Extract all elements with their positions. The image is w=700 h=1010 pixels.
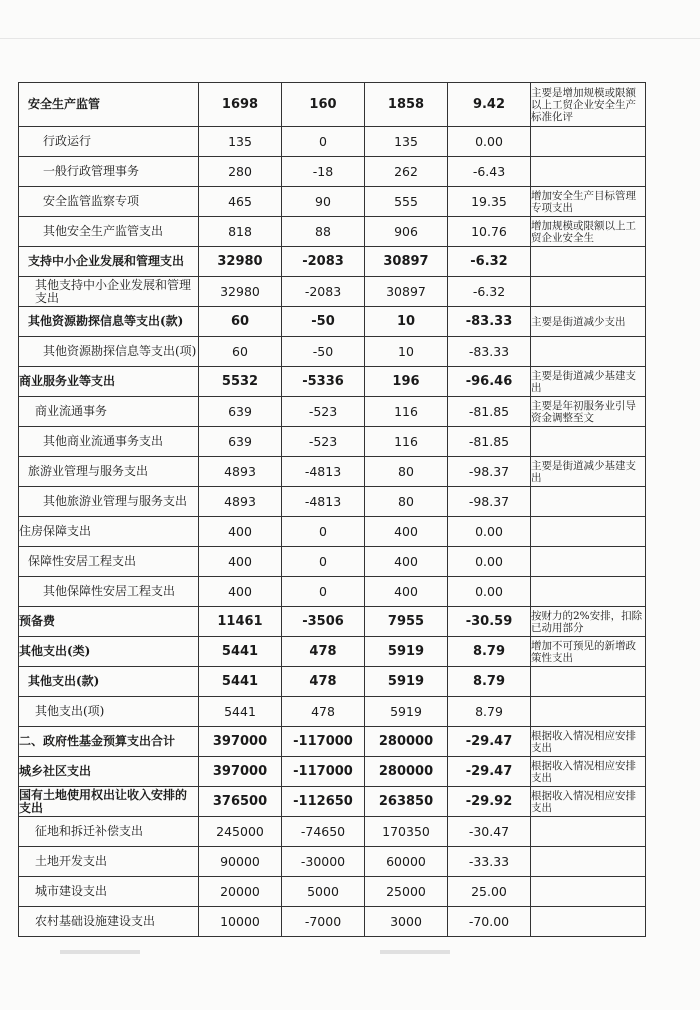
change-percent-cell: 0.00 [448, 127, 531, 157]
table-row [19, 277, 646, 307]
change-percent-cell: -30.47 [448, 817, 531, 847]
item-name-cell: 农村基础设施建设支出 [19, 907, 199, 937]
change-value-cell: -7000 [282, 907, 365, 937]
budget-value-cell: 400 [199, 547, 282, 577]
item-name-cell: 其他旅游业管理与服务支出 [19, 487, 199, 517]
change-value-cell: -5336 [282, 367, 365, 397]
item-name-cell: 其他支出(项) [19, 697, 199, 727]
item-name-cell: 其他资源勘探信息等支出(项) [19, 337, 199, 367]
change-value-cell: -3506 [282, 607, 365, 637]
scan-artifact-mark [60, 950, 140, 954]
change-value-cell: -50 [282, 307, 365, 337]
change-value-cell: -523 [282, 427, 365, 457]
table-row [19, 187, 646, 217]
change-value-cell: 0 [282, 127, 365, 157]
change-percent-cell: 0.00 [448, 517, 531, 547]
note-cell [531, 427, 646, 457]
change-value-cell: 88 [282, 217, 365, 247]
item-name-cell: 商业流通事务 [19, 397, 199, 427]
item-name-cell: 一般行政管理事务 [19, 157, 199, 187]
budget-value-cell: 280 [199, 157, 282, 187]
table-row [19, 337, 646, 367]
budget-value-cell: 10000 [199, 907, 282, 937]
budget-value-cell: 4893 [199, 487, 282, 517]
scan-artifact-line [0, 38, 700, 39]
change-percent-cell: 10.76 [448, 217, 531, 247]
adjusted-value-cell: 400 [365, 517, 448, 547]
change-value-cell: -117000 [282, 757, 365, 787]
change-percent-cell: -83.33 [448, 307, 531, 337]
note-cell [531, 487, 646, 517]
adjusted-value-cell: 10 [365, 337, 448, 367]
budget-table-body [19, 83, 646, 937]
note-cell [531, 667, 646, 697]
note-cell [531, 697, 646, 727]
change-value-cell: -4813 [282, 487, 365, 517]
change-value-cell: -2083 [282, 277, 365, 307]
note-cell: 根据收入情况相应安排支出 [531, 727, 646, 757]
table-row [19, 487, 646, 517]
change-percent-cell: 9.42 [448, 83, 531, 127]
table-row [19, 907, 646, 937]
change-percent-cell: 0.00 [448, 547, 531, 577]
item-name-cell: 城市建设支出 [19, 877, 199, 907]
change-value-cell: 0 [282, 577, 365, 607]
note-cell [531, 577, 646, 607]
change-value-cell: 478 [282, 667, 365, 697]
note-cell [531, 907, 646, 937]
scan-artifact-mark [380, 950, 450, 954]
adjusted-value-cell: 280000 [365, 757, 448, 787]
table-row [19, 307, 646, 337]
note-cell [531, 877, 646, 907]
budget-value-cell: 397000 [199, 727, 282, 757]
adjusted-value-cell: 555 [365, 187, 448, 217]
adjusted-value-cell: 196 [365, 367, 448, 397]
budget-value-cell: 818 [199, 217, 282, 247]
change-value-cell: 5000 [282, 877, 365, 907]
table-row [19, 817, 646, 847]
change-percent-cell: -70.00 [448, 907, 531, 937]
note-cell [531, 247, 646, 277]
adjusted-value-cell: 5919 [365, 697, 448, 727]
budget-value-cell: 245000 [199, 817, 282, 847]
adjusted-value-cell: 906 [365, 217, 448, 247]
note-cell [531, 277, 646, 307]
change-value-cell: 90 [282, 187, 365, 217]
note-cell: 主要是年初服务业引导资金调整至文 [531, 397, 646, 427]
change-percent-cell: -98.37 [448, 457, 531, 487]
budget-value-cell: 639 [199, 397, 282, 427]
budget-value-cell: 5532 [199, 367, 282, 397]
table-row [19, 607, 646, 637]
change-percent-cell: -29.47 [448, 727, 531, 757]
adjusted-value-cell: 30897 [365, 277, 448, 307]
adjusted-value-cell: 116 [365, 397, 448, 427]
item-name-cell: 行政运行 [19, 127, 199, 157]
table-row [19, 157, 646, 187]
table-row [19, 697, 646, 727]
table-row [19, 397, 646, 427]
budget-value-cell: 397000 [199, 757, 282, 787]
change-value-cell: -18 [282, 157, 365, 187]
item-name-cell: 支持中小企业发展和管理支出 [19, 247, 199, 277]
change-percent-cell: -29.47 [448, 757, 531, 787]
change-percent-cell: 19.35 [448, 187, 531, 217]
budget-value-cell: 5441 [199, 697, 282, 727]
adjusted-value-cell: 280000 [365, 727, 448, 757]
budget-value-cell: 135 [199, 127, 282, 157]
change-percent-cell: 8.79 [448, 637, 531, 667]
budget-value-cell: 32980 [199, 247, 282, 277]
item-name-cell: 其他安全生产监管支出 [19, 217, 199, 247]
table-row [19, 877, 646, 907]
item-name-cell: 其他资源勘探信息等支出(款) [19, 307, 199, 337]
adjusted-value-cell: 262 [365, 157, 448, 187]
table-row [19, 247, 646, 277]
change-percent-cell: -29.92 [448, 787, 531, 817]
table-row [19, 727, 646, 757]
adjusted-value-cell: 5919 [365, 667, 448, 697]
change-percent-cell: 25.00 [448, 877, 531, 907]
table-row [19, 547, 646, 577]
adjusted-value-cell: 80 [365, 487, 448, 517]
item-name-cell: 住房保障支出 [19, 517, 199, 547]
change-percent-cell: -6.32 [448, 277, 531, 307]
budget-value-cell: 11461 [199, 607, 282, 637]
change-percent-cell: -83.33 [448, 337, 531, 367]
item-name-cell: 土地开发支出 [19, 847, 199, 877]
budget-table [18, 82, 646, 937]
change-percent-cell: -98.37 [448, 487, 531, 517]
change-percent-cell: -30.59 [448, 607, 531, 637]
change-value-cell: 160 [282, 83, 365, 127]
change-value-cell: -2083 [282, 247, 365, 277]
note-cell: 主要是街道减少基建支出 [531, 457, 646, 487]
table-row [19, 127, 646, 157]
item-name-cell: 商业服务业等支出 [19, 367, 199, 397]
item-name-cell: 其他保障性安居工程支出 [19, 577, 199, 607]
budget-value-cell: 5441 [199, 667, 282, 697]
change-value-cell: 0 [282, 517, 365, 547]
change-percent-cell: 8.79 [448, 667, 531, 697]
adjusted-value-cell: 60000 [365, 847, 448, 877]
budget-value-cell: 32980 [199, 277, 282, 307]
item-name-cell: 旅游业管理与服务支出 [19, 457, 199, 487]
budget-value-cell: 20000 [199, 877, 282, 907]
note-cell: 增加安全生产目标管理专项支出 [531, 187, 646, 217]
adjusted-value-cell: 3000 [365, 907, 448, 937]
budget-value-cell: 376500 [199, 787, 282, 817]
adjusted-value-cell: 170350 [365, 817, 448, 847]
adjusted-value-cell: 7955 [365, 607, 448, 637]
table-row [19, 637, 646, 667]
change-value-cell: -112650 [282, 787, 365, 817]
change-value-cell: -523 [282, 397, 365, 427]
item-name-cell: 其他支出(类) [19, 637, 199, 667]
note-cell [531, 517, 646, 547]
note-cell [531, 127, 646, 157]
adjusted-value-cell: 30897 [365, 247, 448, 277]
item-name-cell: 安全生产监管 [19, 83, 199, 127]
table-row [19, 517, 646, 547]
table-row [19, 667, 646, 697]
change-value-cell: -30000 [282, 847, 365, 877]
table-row [19, 787, 646, 817]
budget-value-cell: 465 [199, 187, 282, 217]
item-name-cell: 其他商业流通事务支出 [19, 427, 199, 457]
budget-value-cell: 400 [199, 577, 282, 607]
note-cell [531, 817, 646, 847]
adjusted-value-cell: 25000 [365, 877, 448, 907]
change-percent-cell: -81.85 [448, 397, 531, 427]
table-row [19, 367, 646, 397]
table-row [19, 847, 646, 877]
table-row [19, 457, 646, 487]
note-cell: 主要是街道减少支出 [531, 307, 646, 337]
note-cell: 根据收入情况相应安排支出 [531, 757, 646, 787]
change-percent-cell: -81.85 [448, 427, 531, 457]
change-value-cell: 478 [282, 637, 365, 667]
budget-value-cell: 639 [199, 427, 282, 457]
budget-value-cell: 4893 [199, 457, 282, 487]
note-cell [531, 847, 646, 877]
adjusted-value-cell: 135 [365, 127, 448, 157]
item-name-cell: 国有土地使用权出让收入安排的支出 [19, 787, 199, 817]
table-row [19, 217, 646, 247]
change-percent-cell: 0.00 [448, 577, 531, 607]
item-name-cell: 安全监管监察专项 [19, 187, 199, 217]
item-name-cell: 其他支出(款) [19, 667, 199, 697]
table-row [19, 577, 646, 607]
item-name-cell: 城乡社区支出 [19, 757, 199, 787]
note-cell: 增加不可预见的新增政策性支出 [531, 637, 646, 667]
note-cell: 主要是增加规模或限额以上工贸企业安全生产标准化评 [531, 83, 646, 127]
change-percent-cell: -6.32 [448, 247, 531, 277]
change-percent-cell: -6.43 [448, 157, 531, 187]
adjusted-value-cell: 400 [365, 547, 448, 577]
change-value-cell: -117000 [282, 727, 365, 757]
adjusted-value-cell: 10 [365, 307, 448, 337]
change-value-cell: -4813 [282, 457, 365, 487]
note-cell [531, 547, 646, 577]
note-cell: 主要是街道减少基建支出 [531, 367, 646, 397]
note-cell: 增加规模或限额以上工贸企业安全生 [531, 217, 646, 247]
table-row [19, 757, 646, 787]
budget-value-cell: 60 [199, 307, 282, 337]
change-value-cell: -74650 [282, 817, 365, 847]
budget-value-cell: 400 [199, 517, 282, 547]
budget-value-cell: 5441 [199, 637, 282, 667]
table-row [19, 83, 646, 127]
budget-value-cell: 90000 [199, 847, 282, 877]
item-name-cell: 保障性安居工程支出 [19, 547, 199, 577]
note-cell: 根据收入情况相应安排支出 [531, 787, 646, 817]
adjusted-value-cell: 1858 [365, 83, 448, 127]
adjusted-value-cell: 116 [365, 427, 448, 457]
budget-value-cell: 1698 [199, 83, 282, 127]
change-percent-cell: -96.46 [448, 367, 531, 397]
adjusted-value-cell: 80 [365, 457, 448, 487]
change-value-cell: 478 [282, 697, 365, 727]
note-cell [531, 337, 646, 367]
adjusted-value-cell: 263850 [365, 787, 448, 817]
table-row [19, 427, 646, 457]
note-cell [531, 157, 646, 187]
adjusted-value-cell: 5919 [365, 637, 448, 667]
adjusted-value-cell: 400 [365, 577, 448, 607]
budget-value-cell: 60 [199, 337, 282, 367]
change-percent-cell: 8.79 [448, 697, 531, 727]
item-name-cell: 预备费 [19, 607, 199, 637]
note-cell: 按财力的2%安排，扣除已动用部分 [531, 607, 646, 637]
item-name-cell: 二、政府性基金预算支出合计 [19, 727, 199, 757]
item-name-cell: 其他支持中小企业发展和管理支出 [19, 277, 199, 307]
change-percent-cell: -33.33 [448, 847, 531, 877]
item-name-cell: 征地和拆迁补偿支出 [19, 817, 199, 847]
change-value-cell: 0 [282, 547, 365, 577]
change-value-cell: -50 [282, 337, 365, 367]
